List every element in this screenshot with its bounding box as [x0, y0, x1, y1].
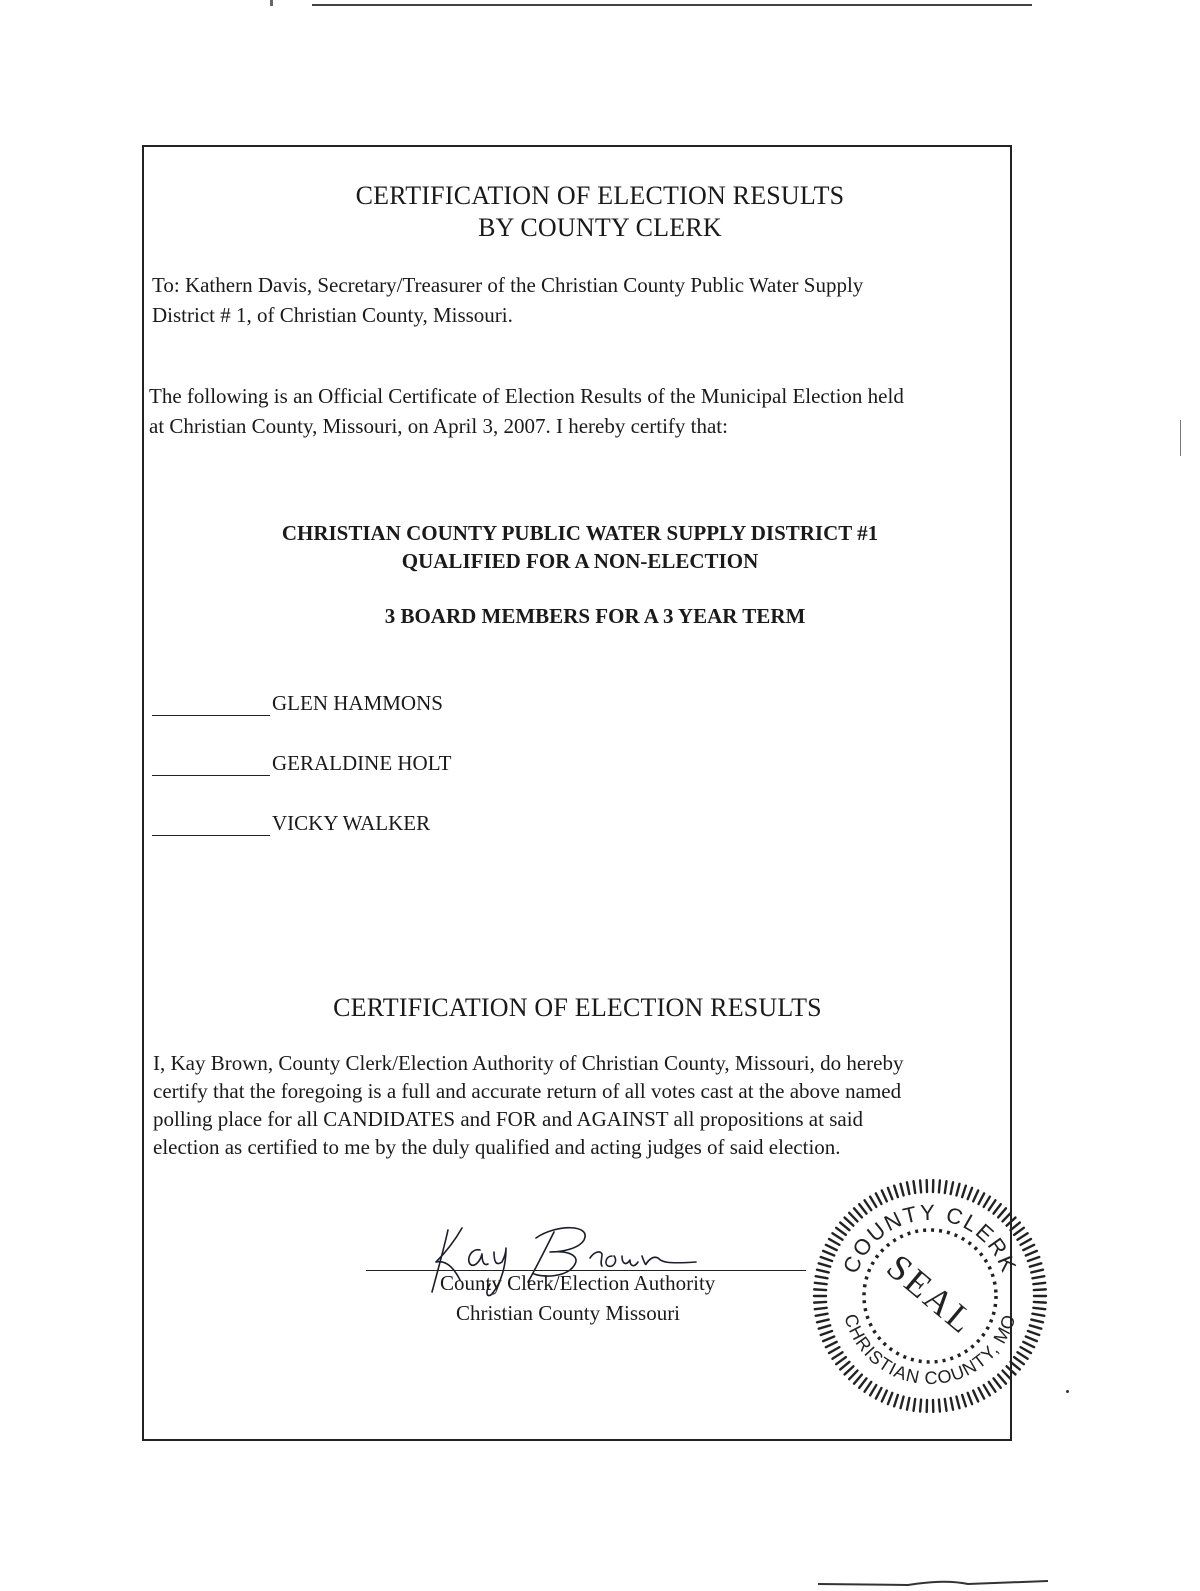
seal-ray	[939, 1180, 940, 1192]
document-subtitle: BY COUNTY CLERK	[478, 213, 722, 242]
seal-ray	[823, 1251, 834, 1256]
svg-text:CHRISTIAN COUNTY, MO	[840, 1311, 1019, 1388]
seal-ray	[814, 1302, 826, 1303]
seal-ray	[849, 1371, 857, 1380]
seal-ray	[1021, 1239, 1031, 1245]
seal-ray	[845, 1366, 854, 1374]
seal-ray	[1034, 1302, 1046, 1303]
seal-ray	[1032, 1314, 1044, 1316]
certification-line-2: certify that the foregoing is a full and accurate return of all votes cast at the above named	[153, 1079, 902, 1103]
seal-ray	[979, 1388, 985, 1399]
seal-ray	[956, 1397, 959, 1409]
scan-dot	[1066, 1390, 1069, 1393]
vote-blank	[152, 693, 270, 716]
seal-ray	[901, 1397, 904, 1409]
seal-ray	[907, 1182, 909, 1194]
seal-ray	[901, 1184, 904, 1196]
seal-ray	[888, 1188, 892, 1199]
seal-ray	[819, 1325, 831, 1328]
seal-ray	[854, 1375, 862, 1384]
seal-ray	[817, 1320, 829, 1323]
seal-ray	[854, 1208, 862, 1217]
seal-ray	[1030, 1263, 1042, 1266]
seal-ray	[815, 1308, 827, 1309]
seal-ray	[939, 1400, 940, 1412]
seal-ray	[913, 1399, 915, 1411]
seal-ray	[840, 1223, 849, 1231]
seal-ray	[945, 1399, 947, 1411]
seal-ray	[845, 1218, 854, 1226]
certification-title: CERTIFICATION OF ELECTION RESULTS	[333, 993, 822, 1022]
seal-ray	[1032, 1276, 1044, 1278]
seal-ray	[998, 1375, 1006, 1384]
seal-ray	[836, 1228, 846, 1235]
candidate-name: GERALDINE HOLT	[272, 751, 452, 775]
seal-ray	[882, 1190, 887, 1201]
office-heading: 3 BOARD MEMBERS FOR A 3 YEAR TERM	[384, 604, 806, 628]
district-heading: CHRISTIAN COUNTY PUBLIC WATER SUPPLY DISTRICT #1	[281, 521, 879, 545]
seal-top-text: COUNTY CLERK	[837, 1199, 1023, 1277]
seal-bottom-text: CHRISTIAN COUNTY, MO	[840, 1311, 1020, 1389]
seal-ray	[968, 1188, 972, 1199]
scan-smudge	[818, 1578, 1048, 1588]
vote-blank	[152, 813, 270, 836]
seal-ray	[859, 1378, 866, 1388]
seal-ray	[849, 1213, 857, 1222]
seal-ray	[973, 1391, 978, 1402]
signer-county: Christian County Missouri	[456, 1301, 681, 1325]
seal-ray	[1007, 1366, 1016, 1374]
seal-ray	[1033, 1308, 1045, 1309]
seal-ray	[1007, 1218, 1016, 1226]
seal-ray	[1031, 1270, 1043, 1273]
seal-ray	[956, 1184, 959, 1196]
seal-ray	[876, 1193, 882, 1204]
seal-ray	[979, 1193, 985, 1204]
seal-ray	[865, 1200, 872, 1210]
seal-ray	[826, 1245, 837, 1250]
seal-ray	[1030, 1325, 1042, 1328]
seal-ray	[821, 1257, 832, 1261]
addressee-line-2: District # 1, of Christian County, Missouri.	[152, 303, 513, 327]
seal-ray	[951, 1182, 953, 1194]
seal-ray	[907, 1398, 909, 1410]
seal-ray	[920, 1400, 921, 1412]
seal-ray	[876, 1388, 882, 1399]
seal-ray	[815, 1283, 827, 1284]
intro-line-1: The following is an Official Certificate of Election Results of the Municipal Election held	[149, 384, 904, 408]
seal-ray	[1026, 1251, 1037, 1256]
certification-line-1: I, Kay Brown, County Clerk/Election Authority of Christian County, Missouri, do hereby	[153, 1051, 904, 1075]
seal-ray	[1002, 1213, 1010, 1222]
seal-ray	[1021, 1347, 1031, 1353]
seal-ray	[1023, 1342, 1034, 1347]
addressee-line-1: To: Kathern Davis, Secretary/Treasurer of the Christian County Public Water Supply	[152, 273, 864, 297]
seal-ray	[968, 1393, 972, 1404]
seal-ray	[829, 1239, 839, 1245]
document-title: CERTIFICATION OF ELECTION RESULTS	[355, 181, 845, 210]
seal-ray	[973, 1190, 978, 1201]
candidate-row	[152, 742, 451, 776]
seal-ray	[894, 1395, 898, 1406]
candidate-name: GLEN HAMMONS	[272, 691, 443, 715]
intro-line-2: at Christian County, Missouri, on April 3, 2007. I hereby certify that:	[149, 414, 728, 438]
seal-ray	[998, 1208, 1006, 1217]
seal-ray	[1011, 1223, 1020, 1231]
candidate-row	[152, 802, 430, 836]
candidate-name: VICKY WALKER	[272, 811, 431, 835]
seal-ray	[945, 1181, 947, 1193]
seal-ray	[823, 1336, 834, 1341]
candidate-row	[152, 682, 443, 716]
seal-ray	[816, 1314, 828, 1316]
scan-speck	[270, 0, 273, 6]
seal-ray	[1028, 1331, 1039, 1335]
seal-ray	[1002, 1371, 1010, 1380]
vote-blank	[152, 753, 270, 776]
seal-ray	[1026, 1336, 1037, 1341]
seal-ray	[962, 1395, 966, 1406]
seal-ray	[989, 1382, 996, 1392]
seal-ray	[984, 1197, 990, 1207]
seal-ray	[1028, 1257, 1039, 1261]
seal-ray	[1011, 1362, 1020, 1370]
seal-ray	[832, 1233, 842, 1239]
seal-ray	[994, 1204, 1001, 1214]
seal-ray	[994, 1378, 1001, 1388]
seal-ray	[913, 1181, 915, 1193]
seal-ray	[814, 1289, 826, 1290]
seal-ray	[865, 1382, 872, 1392]
signer-title: County Clerk/Election Authority	[440, 1271, 716, 1295]
seal-ray	[1033, 1283, 1045, 1284]
seal-ray	[817, 1270, 829, 1273]
seal-center-text: SEAL	[879, 1246, 984, 1343]
seal-ray	[1031, 1320, 1043, 1323]
seal-ray	[984, 1385, 990, 1395]
seal-ray	[1014, 1357, 1024, 1364]
seal-ray	[962, 1186, 966, 1197]
certification-line-4: election as certified to me by the duly qualified and acting judges of said election.	[153, 1135, 841, 1159]
seal-ray	[882, 1391, 887, 1402]
seal-ray	[1034, 1289, 1046, 1290]
seal-ray	[1017, 1233, 1027, 1239]
seal-ray	[819, 1263, 831, 1266]
seal-ray	[894, 1186, 898, 1197]
seal-ray	[870, 1197, 876, 1207]
seal-ray	[840, 1362, 849, 1370]
seal-ray	[888, 1393, 892, 1404]
seal-ray	[836, 1357, 846, 1364]
seal-ray	[870, 1385, 876, 1395]
seal-ray	[1014, 1228, 1024, 1235]
certification-line-3: polling place for all CANDIDATES and FOR and AGAINST all propositions at said	[153, 1107, 864, 1131]
seal-ray	[826, 1342, 837, 1347]
seal-ray	[821, 1331, 832, 1335]
seal-ray	[920, 1180, 921, 1192]
seal-ray	[1023, 1245, 1034, 1250]
seal-ray	[989, 1200, 996, 1210]
seal-ray	[832, 1352, 842, 1358]
scan-edge-mark	[1180, 420, 1181, 456]
district-subheading: QUALIFIED FOR A NON-ELECTION	[401, 549, 759, 573]
seal-ray	[951, 1398, 953, 1410]
top-edge-rule	[312, 4, 1032, 6]
county-clerk-seal	[812, 1178, 1048, 1414]
seal-ray	[1017, 1352, 1027, 1358]
seal-ray	[816, 1276, 828, 1278]
seal-ray	[859, 1204, 866, 1214]
seal-ray	[829, 1347, 839, 1353]
signature-block	[366, 1218, 816, 1338]
